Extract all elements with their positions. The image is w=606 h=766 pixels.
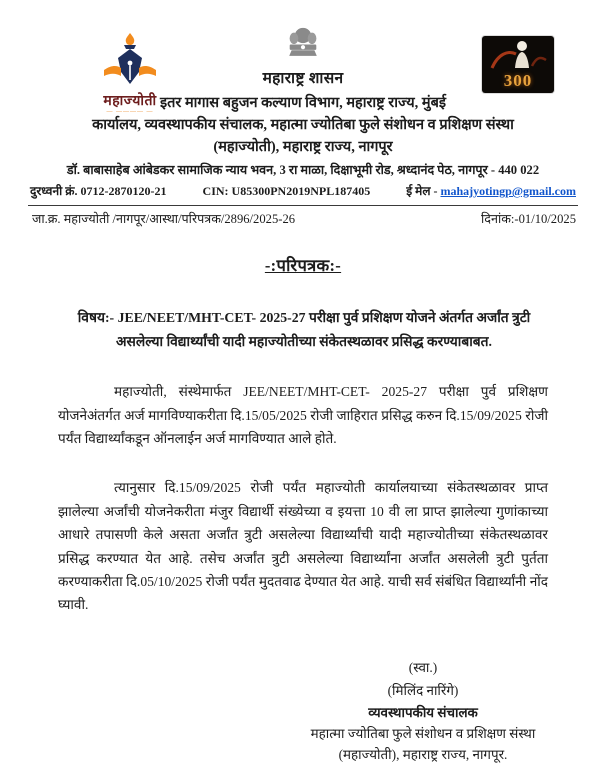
saint-figure-icon bbox=[482, 38, 554, 72]
email-label: ई मेल - bbox=[406, 184, 438, 198]
pen-flame-book-icon bbox=[101, 32, 159, 88]
signatory-org-line-2: (महाज्योती), महाराष्ट्र राज्य, नागपूर. bbox=[338, 747, 508, 763]
mahajyoti-logo bbox=[88, 32, 172, 116]
office-line-1: कार्यालय, व्यवस्थापकीय संचालक, महात्मा ज्योतिबा फुले संशोधन व प्रशिक्षण संस्था bbox=[92, 117, 514, 133]
letterhead bbox=[0, 0, 606, 227]
cin-label: CIN: bbox=[202, 184, 229, 198]
anniversary-300-badge bbox=[482, 36, 554, 93]
signatory-designation: व्यवस्थापकीय संचालक bbox=[368, 704, 478, 720]
phone-block bbox=[30, 182, 166, 199]
department-line: इतर मागास बहुजन कल्याण विभाग, महाराष्ट्र राज्य, मुंबई bbox=[160, 95, 446, 111]
signatory-name: (मिलिंद नारिंगे) bbox=[387, 683, 459, 699]
email-link[interactable]: mahajyotingp@gmail.com bbox=[440, 184, 576, 198]
badge-300-number: 300 bbox=[503, 71, 533, 90]
signatory-org-line-1: महात्मा ज्योतिबा फुले संशोधन व प्रशिक्षण संस्था bbox=[310, 725, 536, 741]
office-line-2: (महाज्योती), महाराष्ट्र राज्य, नागपूर bbox=[213, 139, 393, 155]
subject-line bbox=[62, 306, 546, 354]
cin-block bbox=[203, 184, 371, 199]
office-address: डॉ. बाबासाहेब आंबेडकर सामाजिक न्याय भवन, 3 रा माळा, दिक्षाभूमी रोड, श्रध्दानंद पेठ, नागपूर - 440 022 bbox=[66, 163, 540, 177]
phone-number: 0712-2870120-21 bbox=[80, 184, 167, 198]
circular-body bbox=[58, 380, 548, 616]
reference-row bbox=[32, 210, 576, 227]
subject-text: JEE/NEET/MHT-CET- 2025-27 परीक्षा पुर्व प्रशिक्षण योजने अंतर्गत अर्जांत त्रुटी असलेल्या विद्यार्थ्यांची यादी महाज्योतीच्या संकेतस्थळावर प्रसिद्ध करण्याबाबत. bbox=[116, 310, 531, 350]
ashoka-emblem-icon bbox=[284, 26, 322, 64]
contact-row bbox=[30, 182, 576, 199]
signature-mark: (स्वा.) bbox=[408, 659, 438, 675]
phone-label: दुरध्वनी क्रं. bbox=[30, 184, 78, 198]
email-block bbox=[406, 182, 576, 199]
body-paragraph-2: त्यानुसार दि.15/09/2025 रोजी पर्यंत महाज्योती कार्यालयाच्या संकेतस्थळावर प्राप्त झालेल्या अर्जांची योजनेकरीता मंजुर विद्यार्थी संख्येच्या व इयत्ता 10 वी ला प्राप्त झालेल्या गुणांकाच्या आधारे तपासणी केले असता अर्जांत त्रुटी असलेल्या विद्यार्थ्यांची यादी महाज्योतीच्या संकेतस्थळावर प्रसिद्ध करण्यात येत आहे. तसेच अर्जांत त्रुटी असलेल्या विद्यार्थ्यांना अर्जांत असलेली त्रुटी पुर्तता करण्याकरीता दि.05/10/2025 रोजी पर्यंत मुदतवाढ देण्यात येत आहे. याची सर्व संबंधित विद्यार्थ्यांनी नोंद घ्यावी. bbox=[58, 480, 548, 613]
reference-number: जा.क्र. महाज्योती /नागपूर/आस्था/परिपत्रक/2896/2025-26 bbox=[32, 212, 296, 226]
circular-heading: -:परिपत्रक:- bbox=[264, 256, 342, 275]
body-paragraph-1: महाज्योती, संस्थेमार्फत JEE/NEET/MHT-CET- 2025-27 परीक्षा पुर्व प्रशिक्षण योजनेअंतर्गत अर्ज मागविण्याकरीता दि.15/05/2025 रोजी जाहिरात प्रसिद्ध करुन दि.15/09/2025 रोजी पर्यंत विद्यार्थ्यांकडून ऑनलाईन अर्ज मागविण्यात आले होते. bbox=[58, 384, 548, 447]
cin-number: U85300PN2019NPL187405 bbox=[231, 184, 371, 198]
mahajyoti-logo-wordmark: महाज्योती bbox=[103, 94, 157, 109]
header-divider bbox=[28, 205, 578, 206]
subject-label: विषय:- bbox=[77, 310, 115, 325]
reference-date: दिनांक:-01/10/2025 bbox=[481, 212, 576, 226]
mahajyoti-logo-tagline: — ———— — bbox=[106, 109, 154, 115]
signature-block bbox=[258, 657, 588, 766]
government-title: महाराष्ट्र शासन bbox=[262, 70, 344, 87]
